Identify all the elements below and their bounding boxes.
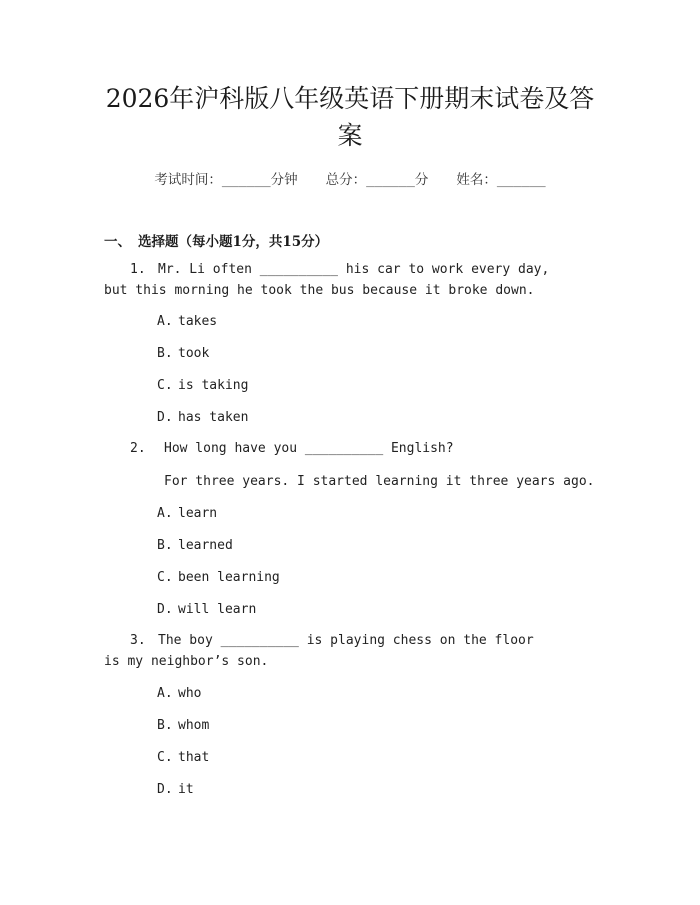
question-3-stem [104,630,544,672]
question-2-option-a: A. learn [157,506,218,521]
question-1-text: Mr. Li often __________ his car to work every day, but this morning he took the bus because it broke down. [104,262,550,298]
total-score-unit: 分 [414,172,429,188]
question-2-text: How long have you __________ English? [164,441,454,456]
question-1-stem [104,259,574,301]
question-2-stem [130,441,454,456]
question-2-option-b: B. learned [157,538,233,553]
question-1-option-a: A. takes [157,314,218,329]
section-heading [104,230,328,250]
total-score-blank: ______ [366,172,415,188]
exam-info-line [0,168,700,188]
question-3-text: The boy __________ is playing chess on the floor is my neighbor’s son. [104,633,534,669]
question-2-reply: For three years. I started learning it three years ago. [164,474,595,489]
exam-time-blank: ______ [221,172,271,188]
document-title: 2026年沪科版八年级英语下册期末试卷及答案 [105,84,595,150]
question-1-number: 1. [130,262,146,277]
question-3-option-c: C. that [157,750,210,765]
question-2-option-d: D. will learn [157,602,257,617]
question-3-option-d: D. it [157,782,194,797]
question-1-option-b: B. took [157,346,210,361]
question-2-number: 2. [130,441,146,456]
section-number: 一、 [104,234,131,250]
question-3-option-a: A. who [157,686,202,701]
question-1-option-c: C. is taking [157,378,249,393]
student-name-blank: ______ [496,172,546,188]
total-score-label: 总分： [325,172,367,188]
exam-time-unit: 分钟 [270,172,298,188]
section-title: 选择题（每小题1分，共15分） [138,234,329,250]
question-1-option-d: D. has taken [157,410,249,425]
question-2-option-c: C. been learning [157,570,280,585]
question-3-option-b: B. whom [157,718,210,733]
student-name-label: 姓名： [456,172,497,188]
question-3-number: 3. [130,633,146,648]
exam-time-label: 考试时间： [154,172,222,188]
